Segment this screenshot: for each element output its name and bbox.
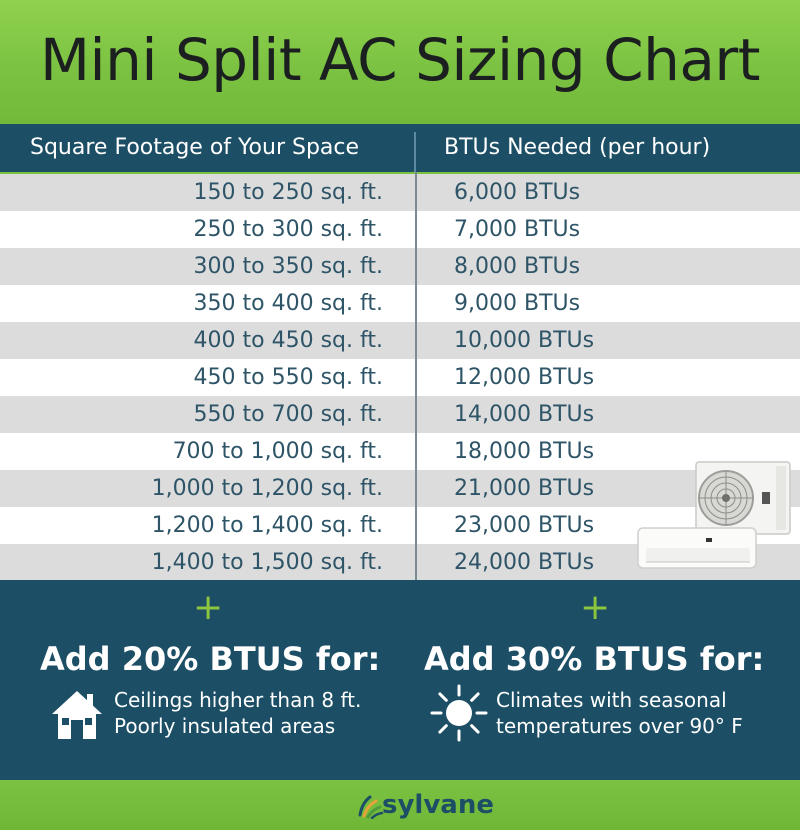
btu-cell: 14,000 BTUs (454, 402, 595, 427)
table-header (0, 124, 800, 172)
btu-cell: 21,000 BTUs (454, 476, 595, 501)
btu-cell: 18,000 BTUs (454, 439, 595, 464)
chart-title: Mini Split AC Sizing Chart (40, 26, 760, 94)
square-footage-cell: 400 to 450 sq. ft. (193, 328, 383, 353)
plus-icon: + (193, 587, 224, 628)
square-footage-cell: 450 to 550 sq. ft. (193, 365, 383, 390)
brand-name: sylvane (382, 790, 494, 820)
table-row (0, 322, 800, 359)
reason-insulation: Poorly insulated areas (114, 714, 336, 738)
square-footage-cell: 700 to 1,000 sq. ft. (172, 439, 383, 464)
table-row (0, 396, 800, 433)
btu-cell: 9,000 BTUs (454, 291, 581, 316)
btu-cell: 23,000 BTUs (454, 513, 595, 538)
sun-icon (430, 684, 488, 742)
column-header-square-footage: Square Footage of Your Space (30, 135, 360, 160)
table-row (0, 285, 800, 322)
btu-cell: 24,000 BTUs (454, 550, 595, 575)
house-icon (50, 688, 104, 742)
square-footage-cell: 550 to 700 sq. ft. (193, 402, 383, 427)
title-band (0, 0, 800, 124)
btu-cell: 10,000 BTUs (454, 328, 595, 353)
table-row (0, 248, 800, 285)
table-row (0, 211, 800, 248)
plus-icon: + (580, 587, 611, 628)
sylvane-logo[interactable] (356, 789, 494, 821)
square-footage-cell: 1,000 to 1,200 sq. ft. (151, 476, 383, 501)
column-divider (415, 172, 417, 580)
add-30-percent-heading: Add 30% BTUS for: (424, 640, 765, 678)
sylvane-leaf-icon (356, 791, 384, 819)
btu-adjustment-panel (0, 580, 800, 780)
btu-cell: 8,000 BTUs (454, 254, 581, 279)
table-row (0, 174, 800, 211)
reason-climate: Climates with seasonal (496, 688, 727, 712)
add-20-percent-heading: Add 20% BTUS for: (40, 640, 381, 678)
outdoor-condenser-unit (696, 462, 790, 534)
btu-cell: 6,000 BTUs (454, 180, 581, 205)
reason-ceilings: Ceilings higher than 8 ft. (114, 688, 362, 712)
footer (0, 780, 800, 830)
square-footage-cell: 350 to 400 sq. ft. (193, 291, 383, 316)
btu-cell: 12,000 BTUs (454, 365, 595, 390)
square-footage-cell: 300 to 350 sq. ft. (193, 254, 383, 279)
indoor-wall-unit (638, 528, 756, 568)
table-row (0, 359, 800, 396)
column-header-btus: BTUs Needed (per hour) (444, 135, 711, 160)
header-divider (414, 132, 416, 172)
btu-cell: 7,000 BTUs (454, 217, 581, 242)
mini-split-ac-unit-image (636, 458, 796, 578)
square-footage-cell: 1,400 to 1,500 sq. ft. (151, 550, 383, 575)
square-footage-cell: 250 to 300 sq. ft. (193, 217, 383, 242)
square-footage-cell: 150 to 250 sq. ft. (193, 180, 383, 205)
square-footage-cell: 1,200 to 1,400 sq. ft. (151, 513, 383, 538)
reason-temperatures: temperatures over 90° F (496, 714, 743, 738)
